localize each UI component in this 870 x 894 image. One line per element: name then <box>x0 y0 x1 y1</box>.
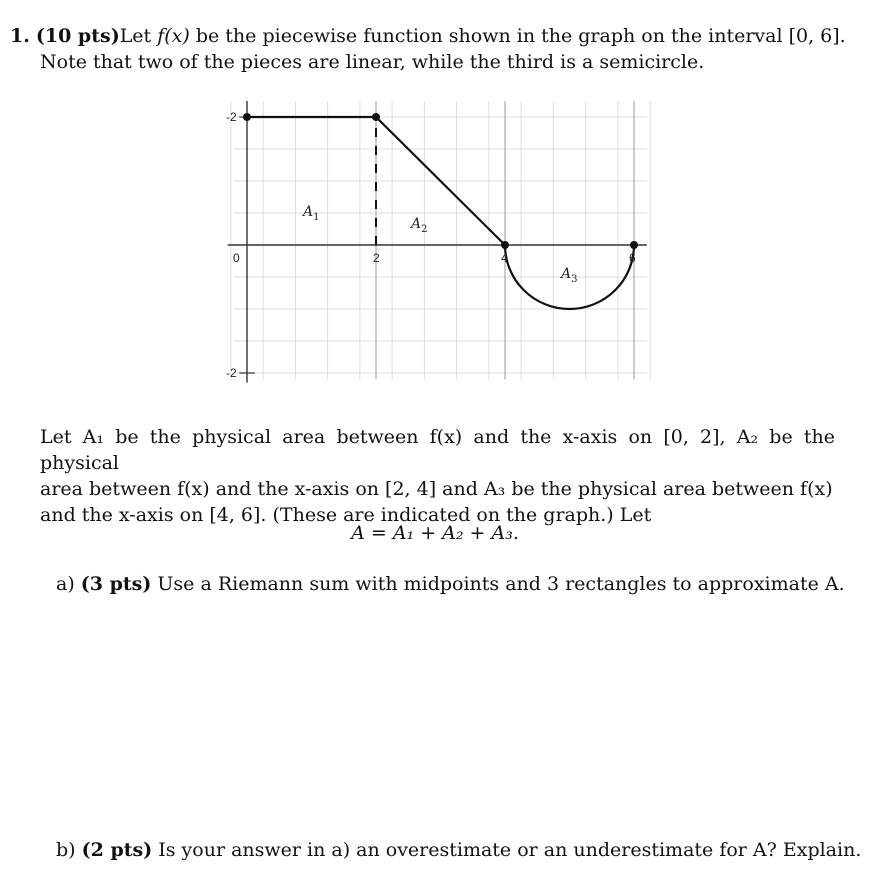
problem-number: 1. <box>10 25 30 47</box>
area-definition-line-2: area between f(x) and the x-axis on [2, 4] and A₃ be the physical area between f(x) <box>40 478 833 500</box>
area-definition-line-3: and the x-axis on [4, 6]. (These are indicated on the graph.) Let <box>40 504 652 526</box>
x-tick-label-6: 6 <box>629 251 636 265</box>
part-a-text: Use a Riemann sum with midpoints and 3 rectangles to approximate A. <box>151 573 845 595</box>
problem-note: Note that two of the pieces are linear, while the third is a semicircle. <box>40 51 705 73</box>
problem-line-2 <box>40 50 704 74</box>
part-b-label: b) <box>56 839 76 861</box>
part-b-points: (2 pts) <box>81 839 153 861</box>
area-definition <box>40 424 835 528</box>
problem-points: (10 pts) <box>35 25 120 47</box>
axes <box>228 101 647 383</box>
area-label-a2: $A_2$ <box>411 216 428 235</box>
part-b-text: Is your answer in a) an overestimate or an underestimate for A? Explain. <box>152 839 862 861</box>
part-a-label: a) <box>56 573 75 595</box>
y-tick-label-bottom: -2 <box>226 366 237 380</box>
endpoint-marker <box>501 241 509 249</box>
area-equation: A = A₁ + A₂ + A₃. <box>351 522 519 544</box>
function-graph <box>215 98 655 390</box>
part-a-points: (3 pts) <box>80 573 152 595</box>
problem-line-1 <box>10 24 846 48</box>
endpoint-marker <box>630 241 638 249</box>
function-name: f(x) <box>157 25 190 47</box>
grid-lines <box>231 101 650 379</box>
x-tick-label-4: 4 <box>501 251 508 265</box>
x-tick-label-0: 0 <box>233 251 240 265</box>
problem-text-b: be the piecewise function shown in the graph on the interval [0, 6]. <box>189 25 846 47</box>
endpoint-marker <box>372 113 380 121</box>
area-label-a1: $A_1$ <box>303 204 320 223</box>
part-b <box>56 838 861 862</box>
x-tick-label-2: 2 <box>373 251 380 265</box>
area-definition-line-1: Let A₁ be the physical area between f(x) and the x-axis on [0, 2], A₂ be the physical <box>40 426 835 474</box>
endpoint-marker <box>243 113 251 121</box>
part-a <box>56 572 845 596</box>
y-tick-label-top: -2 <box>226 110 237 124</box>
problem-text-a: Let <box>119 25 158 47</box>
area-label-a3: $A_3$ <box>561 266 578 285</box>
